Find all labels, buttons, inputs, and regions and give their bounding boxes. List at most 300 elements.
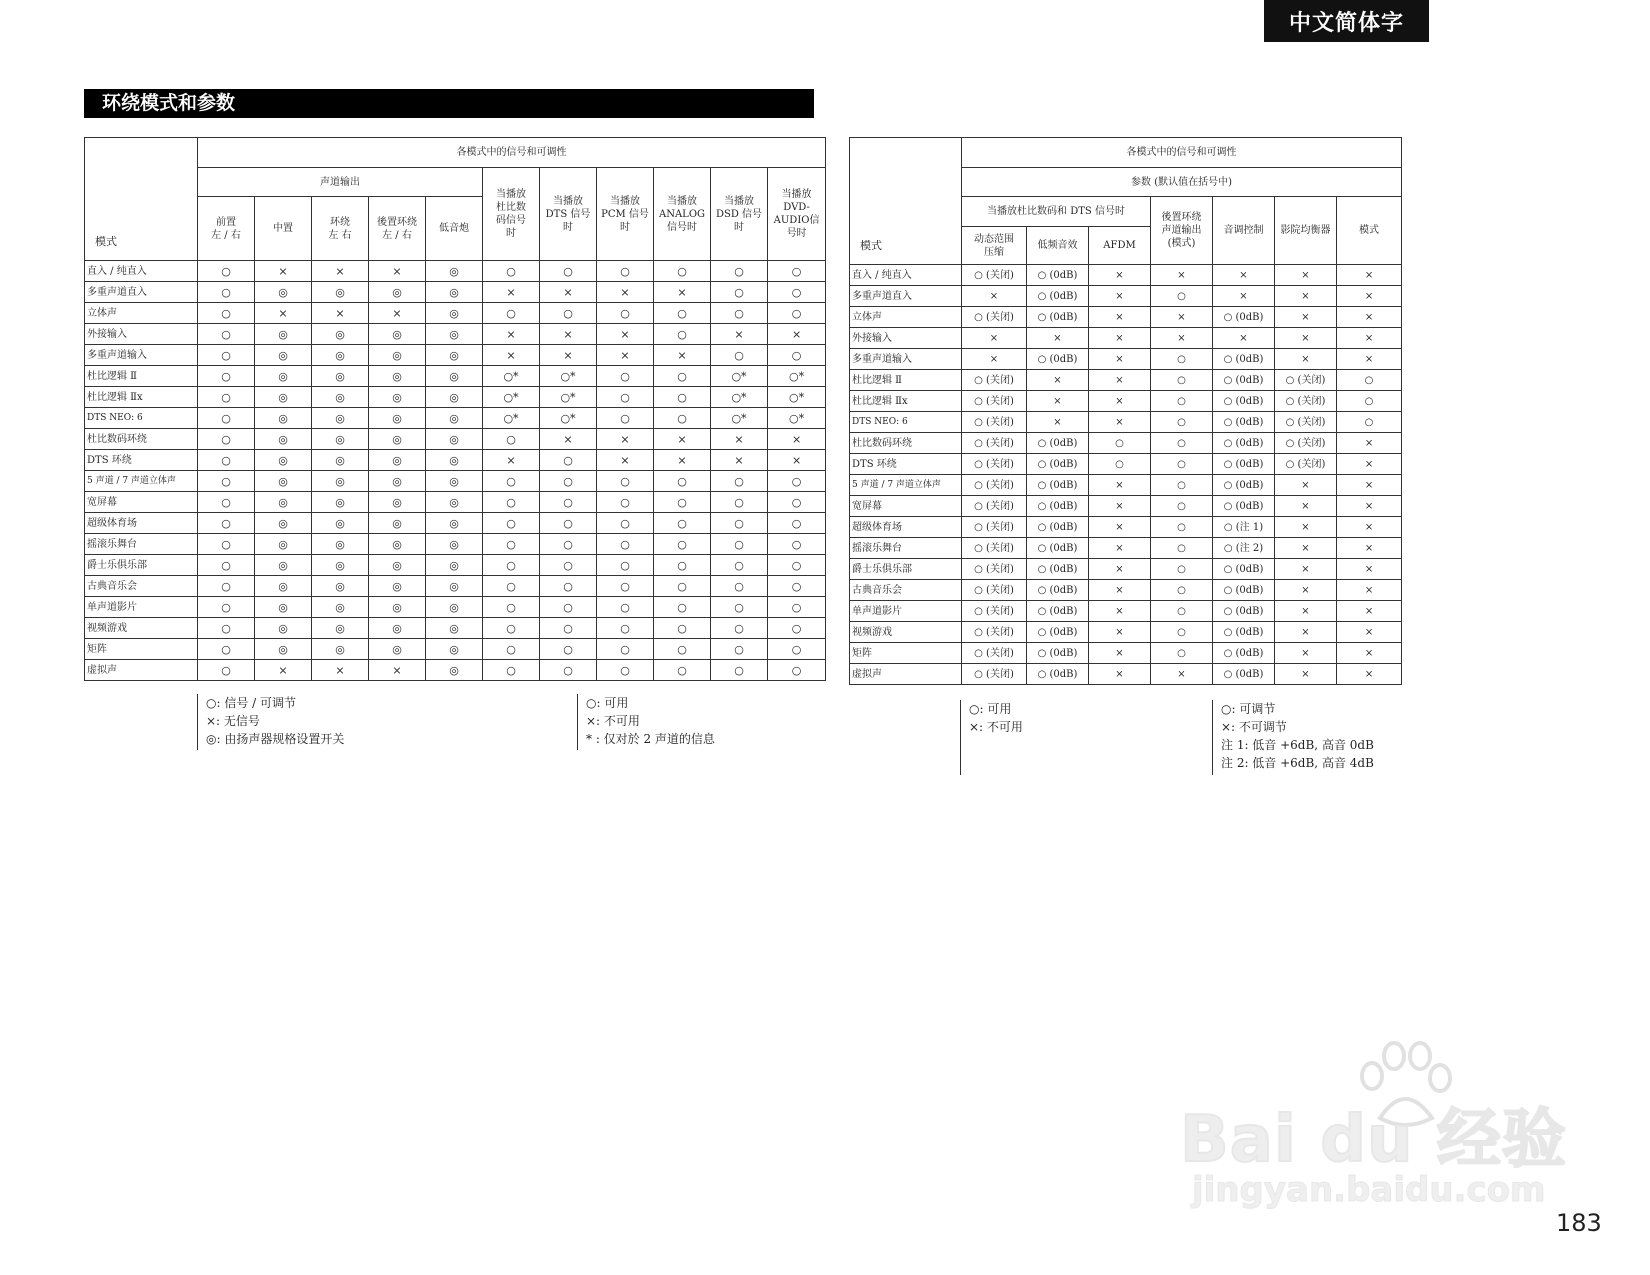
table-cell: ○ (0dB) (1027, 496, 1089, 517)
table-cell: ○ (654, 366, 711, 387)
mode-name-cell: 直入 / 纯直入 (850, 265, 962, 286)
table-cell: ○* (768, 408, 826, 429)
table-cell: ○ (711, 345, 768, 366)
table-cell: ○ (711, 471, 768, 492)
table-row (850, 265, 1402, 286)
table-cell: ○ (597, 513, 654, 534)
table-cell: ○ (198, 576, 255, 597)
table-cell: ○ (768, 513, 826, 534)
table-cell: ◎ (426, 408, 483, 429)
table-row (850, 559, 1402, 580)
table-cell: × (1337, 349, 1402, 370)
table-cell: × (1275, 265, 1337, 286)
baidu-jingyan-watermark (1180, 1040, 1570, 1210)
col-header: 影院均衡器 (1275, 197, 1337, 265)
table-cell: ○ (0dB) (1213, 412, 1275, 433)
table-cell: × (1089, 307, 1151, 328)
table-cell: ○ (483, 597, 540, 618)
table-cell: ◎ (312, 345, 369, 366)
table-cell: × (1275, 286, 1337, 307)
table-cell: ○ (关闭) (962, 433, 1027, 454)
legend-availability (577, 694, 715, 750)
table-cell: ◎ (369, 618, 426, 639)
table-cell: × (1089, 391, 1151, 412)
col-header: 前置 左 / 右 (198, 197, 255, 261)
table-cell: ○ (关闭) (962, 307, 1027, 328)
table-cell: ○ (597, 639, 654, 660)
col-header: 当播放 DSD 信号 时 (711, 168, 768, 261)
watermark-logo-text: Bai du 经验 (1180, 1103, 1567, 1177)
table-cell: ○ (654, 261, 711, 282)
table-cell: × (1337, 643, 1402, 664)
table-cell: ○ (597, 492, 654, 513)
col-header: 当播放 杜比数 码信号 时 (483, 168, 540, 261)
table-row (850, 601, 1402, 622)
table-cell: ◎ (369, 324, 426, 345)
table-cell: ○ (654, 618, 711, 639)
table-cell: ◎ (369, 282, 426, 303)
table-cell: ○ (198, 324, 255, 345)
table-cell: ○ (0dB) (1213, 433, 1275, 454)
col-header: 後置环绕 声道输出 (模式) (1151, 197, 1213, 265)
mode-name-cell: 5 声道 / 7 声道立体声 (85, 471, 198, 492)
table-cell: ◎ (426, 513, 483, 534)
table-cell: ○ (597, 387, 654, 408)
table-cell: ◎ (369, 408, 426, 429)
mode-name-cell: 立体声 (85, 303, 198, 324)
table-cell: ○ (关闭) (962, 580, 1027, 601)
table-cell: ○ (711, 513, 768, 534)
table-cell: ○ (654, 576, 711, 597)
table-cell: × (1027, 412, 1089, 433)
table-cell: × (1213, 286, 1275, 307)
table-cell: ○ (关闭) (1275, 454, 1337, 475)
table-cell: ○ (768, 555, 826, 576)
table-cell: ○ (198, 387, 255, 408)
table-row (85, 450, 826, 471)
table-cell: ◎ (255, 450, 312, 471)
table-cell: ○ (0dB) (1213, 664, 1275, 685)
table-cell: ○ (768, 492, 826, 513)
table-cell: ○ (关闭) (962, 538, 1027, 559)
table-cell: ○ (711, 534, 768, 555)
col-header: 动态范围 压缩 (962, 227, 1027, 265)
table-cell: ◎ (426, 597, 483, 618)
table-cell: ○ (0dB) (1213, 454, 1275, 475)
table-cell: ○ (0dB) (1213, 622, 1275, 643)
table-cell: ○ (597, 261, 654, 282)
mode-name-cell: 宽屏幕 (85, 492, 198, 513)
mode-name-cell: DTS 环绕 (850, 454, 962, 475)
table-cell: ○ (654, 324, 711, 345)
table-cell: ◎ (426, 576, 483, 597)
table-cell: ○* (483, 366, 540, 387)
table-cell: ◎ (255, 471, 312, 492)
mode-name-cell: 矩阵 (850, 643, 962, 664)
table-row (850, 433, 1402, 454)
table-cell: ◎ (426, 492, 483, 513)
table-cell: × (711, 324, 768, 345)
table-cell: × (1089, 664, 1151, 685)
table-row (850, 496, 1402, 517)
table-cell: × (1337, 517, 1402, 538)
table-cell: × (1275, 349, 1337, 370)
legend-availability (960, 700, 1023, 775)
table-cell: × (312, 660, 369, 681)
table-cell: × (1089, 559, 1151, 580)
table-cell: ○ (711, 303, 768, 324)
table-cell: ○ (1151, 412, 1213, 433)
table-cell: ◎ (255, 492, 312, 513)
table-cell: ◎ (312, 534, 369, 555)
table-cell: × (1089, 643, 1151, 664)
table-cell: ◎ (426, 618, 483, 639)
table-cell: × (962, 349, 1027, 370)
table-cell: ○ (198, 282, 255, 303)
table-cell: ○ (540, 618, 597, 639)
table-cell: ○ (483, 429, 540, 450)
table-cell: ○ (0dB) (1027, 349, 1089, 370)
table-cell: ◎ (255, 618, 312, 639)
table-cell: ◎ (426, 660, 483, 681)
table-cell: × (1089, 622, 1151, 643)
table-cell: ○ (0dB) (1213, 601, 1275, 622)
table-row (85, 618, 826, 639)
table-cell: × (1275, 538, 1337, 559)
table-cell: × (1275, 664, 1337, 685)
table-cell: ○ (768, 660, 826, 681)
table-cell: ○ (597, 471, 654, 492)
table-row (850, 622, 1402, 643)
table-cell: ◎ (255, 429, 312, 450)
table-cell: ◎ (426, 450, 483, 471)
table-cell: × (540, 429, 597, 450)
table-cell: ○ (768, 618, 826, 639)
table-cell: ○ (1337, 391, 1402, 412)
mode-name-cell: 古典音乐会 (850, 580, 962, 601)
legend-adjustability (1212, 700, 1374, 775)
table-cell: ○ (198, 261, 255, 282)
table-cell: × (483, 282, 540, 303)
mode-name-cell: 单声道影片 (850, 601, 962, 622)
table-cell: × (1275, 517, 1337, 538)
table-cell: ○ (483, 492, 540, 513)
table-cell: ◎ (369, 513, 426, 534)
table-cell: ◎ (255, 513, 312, 534)
table-cell: × (1337, 286, 1402, 307)
table-cell: ○ (0dB) (1213, 475, 1275, 496)
table-cell: ○ (0dB) (1027, 664, 1089, 685)
table-cell: ○ (1337, 370, 1402, 391)
table-cell: × (1027, 328, 1089, 349)
table-cell: × (597, 282, 654, 303)
table-cell: ○ (注 2) (1213, 538, 1275, 559)
table-cell: ○ (198, 597, 255, 618)
table-cell: × (1027, 370, 1089, 391)
mode-name-cell: 多重声道输入 (85, 345, 198, 366)
mode-name-cell: 外接输入 (85, 324, 198, 345)
table-cell: × (597, 450, 654, 471)
mode-name-cell: DTS 环绕 (85, 450, 198, 471)
table-cell: × (1213, 265, 1275, 286)
table-cell: ◎ (255, 408, 312, 429)
mode-name-cell: DTS NEO: 6 (85, 408, 198, 429)
table-row (85, 555, 826, 576)
mode-name-cell: 爵士乐俱乐部 (85, 555, 198, 576)
table-cell: ◎ (426, 303, 483, 324)
table-cell: × (1337, 601, 1402, 622)
table-cell: ○ (768, 303, 826, 324)
parameter-header: 参数 (默认值在括号中) (962, 168, 1402, 197)
legend-line: ○: 信号 / 可调节 (206, 696, 297, 710)
table-cell: ◎ (312, 639, 369, 660)
legend-line: ×: 无信号 (206, 714, 260, 728)
table-cell: ○ (1151, 622, 1213, 643)
table-cell: ◎ (369, 471, 426, 492)
mode-name-cell: 爵士乐俱乐部 (850, 559, 962, 580)
table-cell: ◎ (369, 345, 426, 366)
table-cell: × (1089, 349, 1151, 370)
table-cell: ○ (1151, 580, 1213, 601)
col-header: 中置 (255, 197, 312, 261)
table-cell: × (1337, 328, 1402, 349)
table-cell: × (1027, 391, 1089, 412)
table-cell: ◎ (426, 387, 483, 408)
table-cell: ○ (483, 660, 540, 681)
table-cell: × (1089, 601, 1151, 622)
table-cell: ○ (768, 471, 826, 492)
legend-line: ×: 不可用 (969, 720, 1023, 734)
table-cell: × (1337, 622, 1402, 643)
table-cell: × (255, 303, 312, 324)
table-cell: ○* (483, 387, 540, 408)
table-top-header: 各模式中的信号和可调性 (962, 138, 1402, 168)
table-cell: ○ (关闭) (962, 391, 1027, 412)
table-cell: ○* (483, 408, 540, 429)
table-cell: ○ (1151, 496, 1213, 517)
table-cell: ○ (540, 492, 597, 513)
table-cell: ○* (768, 387, 826, 408)
table-cell: ○* (711, 408, 768, 429)
table-cell: × (1275, 475, 1337, 496)
table-row (850, 307, 1402, 328)
table-cell: × (962, 286, 1027, 307)
table-cell: × (1337, 265, 1402, 286)
table-cell: × (1089, 265, 1151, 286)
table-cell: × (1337, 496, 1402, 517)
mode-name-cell: 立体声 (850, 307, 962, 328)
table-cell: ○* (711, 387, 768, 408)
table-cell: × (1275, 307, 1337, 328)
table-cell: ◎ (255, 534, 312, 555)
table-cell: ○ (483, 261, 540, 282)
table-cell: ○ (483, 513, 540, 534)
table-cell: × (1089, 475, 1151, 496)
table-cell: ○ (483, 303, 540, 324)
table-row (85, 303, 826, 324)
table-cell: ○ (198, 408, 255, 429)
language-tab: 中文简体字 (1264, 0, 1429, 42)
table-cell: × (654, 282, 711, 303)
table-row (85, 576, 826, 597)
legend-line: ○: 可用 (969, 702, 1012, 716)
table-cell: ◎ (369, 555, 426, 576)
table-cell: ○ (1337, 412, 1402, 433)
mode-name-cell: 外接输入 (850, 328, 962, 349)
table-cell: ◎ (426, 555, 483, 576)
table-cell: ○ (654, 555, 711, 576)
table-cell: ◎ (255, 324, 312, 345)
table-cell: ○ (1151, 391, 1213, 412)
table-cell: ○ (关闭) (962, 517, 1027, 538)
table-cell: ○ (198, 429, 255, 450)
table-cell: ○ (1151, 286, 1213, 307)
table-cell: ○ (540, 639, 597, 660)
legend-signal (197, 694, 344, 750)
table-row (85, 282, 826, 303)
mode-name-cell: 古典音乐会 (85, 576, 198, 597)
table-cell: ○ (711, 555, 768, 576)
table-cell: ○ (711, 576, 768, 597)
mode-name-cell: 超级体育场 (85, 513, 198, 534)
table-cell: × (1275, 580, 1337, 601)
table-cell: ○ (0dB) (1027, 622, 1089, 643)
mode-name-cell: 杜比逻辑 Ⅱ (850, 370, 962, 391)
table-cell: ○ (198, 345, 255, 366)
table-cell: ○ (1151, 559, 1213, 580)
table-cell: ◎ (312, 513, 369, 534)
table-cell: ○ (0dB) (1213, 580, 1275, 601)
table-cell: ◎ (312, 597, 369, 618)
table-row (850, 391, 1402, 412)
table-row (850, 328, 1402, 349)
table-cell: ○ (关闭) (962, 475, 1027, 496)
mode-name-cell: 矩阵 (85, 639, 198, 660)
table-cell: ○ (654, 660, 711, 681)
mode-name-cell: 多重声道直入 (85, 282, 198, 303)
table-cell: ◎ (312, 618, 369, 639)
table-cell: ○ (0dB) (1213, 391, 1275, 412)
table-cell: ◎ (369, 534, 426, 555)
col-header: 当播放 ANALOG 信号时 (654, 168, 711, 261)
table-cell: ○ (540, 471, 597, 492)
table-cell: × (255, 660, 312, 681)
table-cell: ○ (483, 618, 540, 639)
table-cell: ○ (768, 597, 826, 618)
table-cell: ◎ (426, 366, 483, 387)
mode-name-cell: 摇滚乐舞台 (85, 534, 198, 555)
mode-name-cell: DTS NEO: 6 (850, 412, 962, 433)
table-cell: ○ (198, 513, 255, 534)
legend-line: ○: 可用 (586, 696, 629, 710)
table-cell: ○ (关闭) (962, 643, 1027, 664)
table-cell: ○ (198, 618, 255, 639)
table-cell: ◎ (426, 534, 483, 555)
table-cell: ○ (654, 534, 711, 555)
mode-name-cell: 杜比逻辑 Ⅱx (850, 391, 962, 412)
table-row (85, 345, 826, 366)
table-cell: × (654, 450, 711, 471)
table-cell: ○ (0dB) (1027, 601, 1089, 622)
page-number: 183 (1556, 1209, 1602, 1237)
table-cell: ○ (597, 555, 654, 576)
table-cell: ○ (198, 471, 255, 492)
table-cell: ○ (0dB) (1027, 559, 1089, 580)
table-cell: ○ (1151, 454, 1213, 475)
table-cell: × (597, 324, 654, 345)
table-cell: ○ (0dB) (1027, 265, 1089, 286)
table-cell: × (1151, 328, 1213, 349)
table-cell: ○ (597, 660, 654, 681)
table-cell: ○ (关闭) (962, 412, 1027, 433)
table-cell: ○* (711, 366, 768, 387)
table-cell: × (1275, 643, 1337, 664)
table-row (85, 492, 826, 513)
watermark-url: jingyan.baidu.com (1192, 1170, 1546, 1210)
table-cell: ○ (654, 492, 711, 513)
table-cell: × (654, 429, 711, 450)
table-cell: × (1337, 580, 1402, 601)
table-row (85, 324, 826, 345)
table-row (85, 639, 826, 660)
table-cell: ○ (654, 639, 711, 660)
channel-output-header: 声道输出 (198, 168, 483, 197)
legend-line: ○: 可调节 (1221, 702, 1276, 716)
table-cell: ○ (654, 471, 711, 492)
table-cell: ◎ (312, 450, 369, 471)
table-cell: ○ (597, 597, 654, 618)
table-cell: × (1089, 328, 1151, 349)
table-cell: ○ (关闭) (962, 559, 1027, 580)
table-cell: × (768, 324, 826, 345)
table-cell: ○ (654, 408, 711, 429)
col-header: 模式 (1337, 197, 1402, 265)
table-cell: ◎ (255, 366, 312, 387)
table-cell: ○ (768, 345, 826, 366)
table-row (850, 580, 1402, 601)
table-cell: ○ (0dB) (1027, 307, 1089, 328)
table-row (850, 454, 1402, 475)
table-cell: ○ (0dB) (1027, 517, 1089, 538)
table-row (850, 538, 1402, 559)
table-cell: × (369, 660, 426, 681)
table-cell: ○ (597, 618, 654, 639)
table-cell: × (1337, 454, 1402, 475)
table-cell: ◎ (369, 576, 426, 597)
table-cell: × (1275, 496, 1337, 517)
table-cell: × (1275, 559, 1337, 580)
table-cell: ◎ (369, 366, 426, 387)
table-cell: × (597, 345, 654, 366)
table-cell: ○ (483, 639, 540, 660)
table-cell: × (1213, 328, 1275, 349)
table-cell: × (1337, 538, 1402, 559)
table-cell: ◎ (255, 597, 312, 618)
col-header: 当播放 PCM 信号 时 (597, 168, 654, 261)
legend-line: ×: 不可调节 (1221, 720, 1287, 734)
table-cell: × (1337, 664, 1402, 685)
table-cell: ○ (1151, 643, 1213, 664)
table-cell: × (369, 303, 426, 324)
table-cell: ◎ (312, 471, 369, 492)
table-cell: × (255, 261, 312, 282)
table-cell: × (540, 324, 597, 345)
table-cell: ○ (1151, 475, 1213, 496)
table-cell: ○ (关闭) (962, 622, 1027, 643)
table-cell: × (654, 345, 711, 366)
table-cell: ○ (654, 303, 711, 324)
table-cell: × (768, 429, 826, 450)
